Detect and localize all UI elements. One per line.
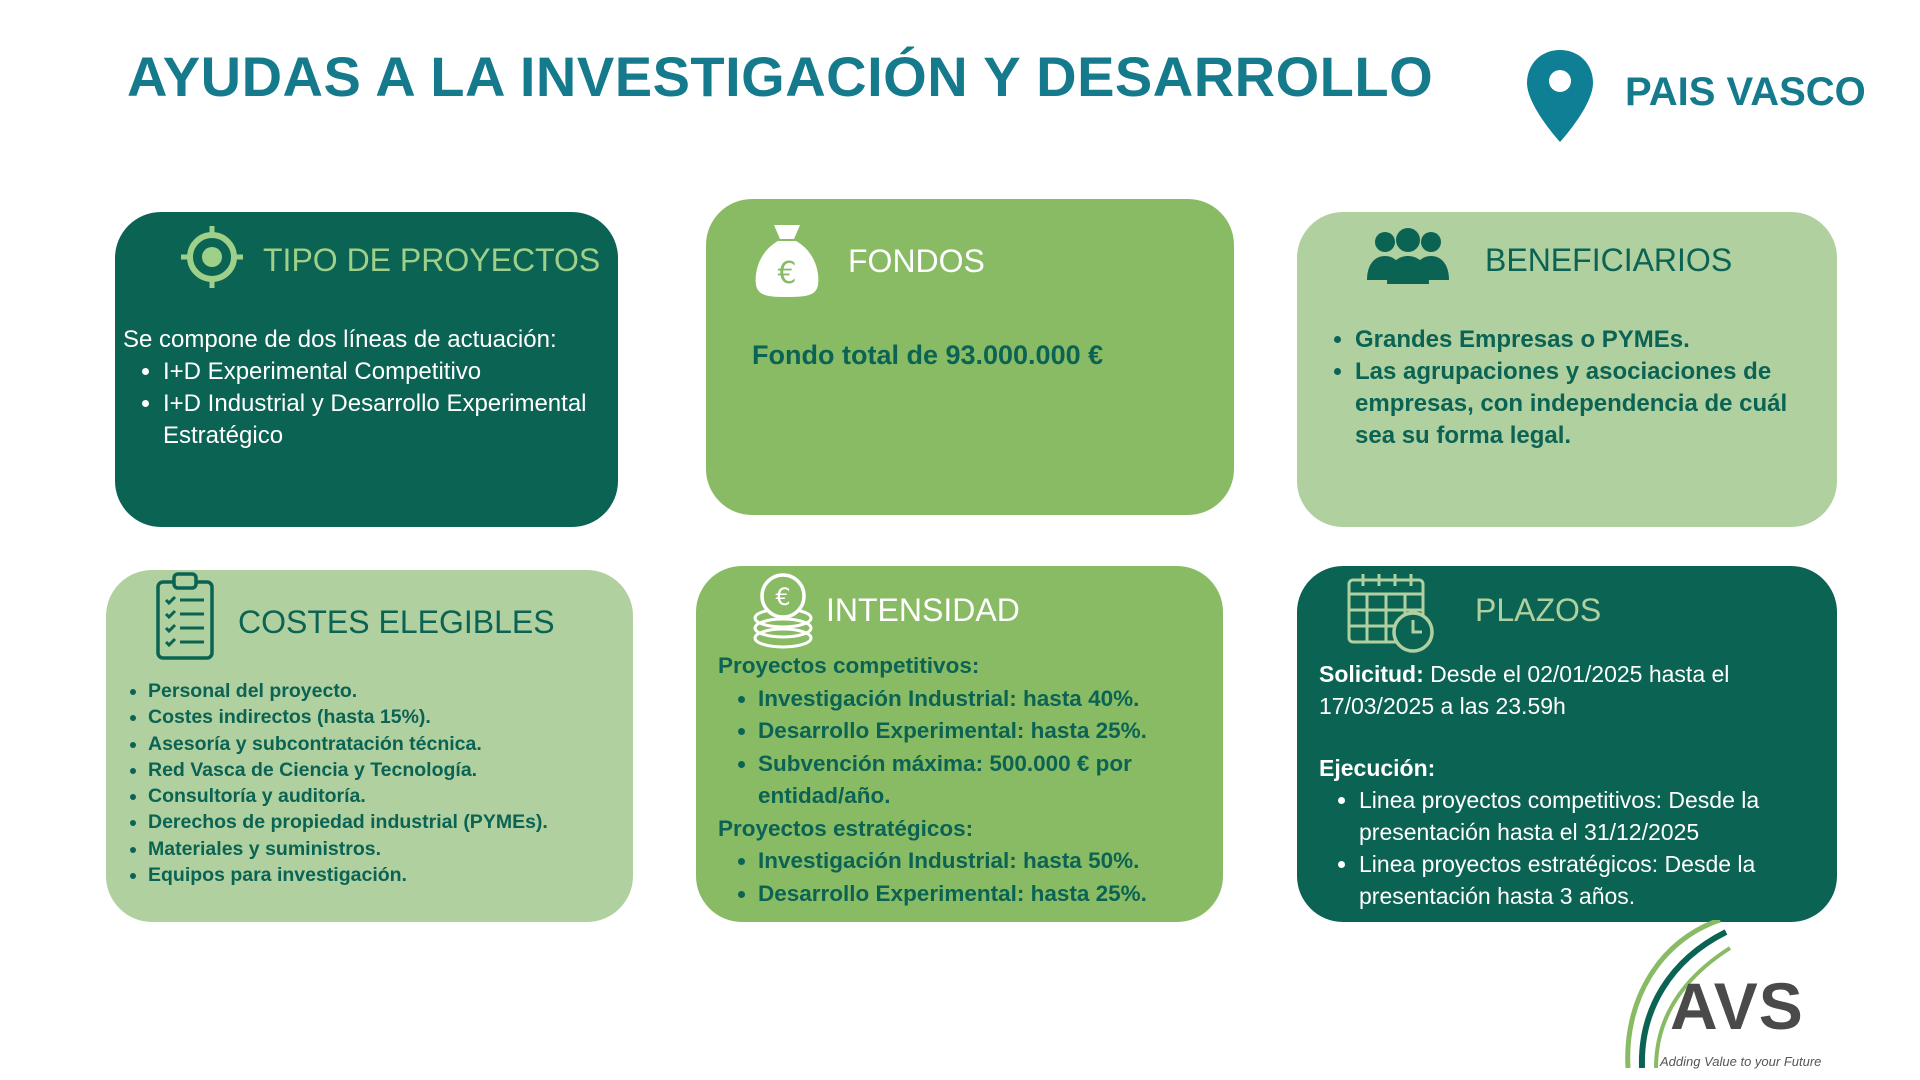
plazos-heading: PLAZOS xyxy=(1475,592,1602,628)
region-badge xyxy=(1525,48,1865,146)
tipo-proyectos-card xyxy=(115,212,618,527)
list-item: • Costes indirectos (hasta 15%). xyxy=(148,704,622,730)
list-item: • Asesoría y subcontratación técnica. xyxy=(148,731,622,757)
fondos-heading: FONDOS xyxy=(848,243,985,279)
list-item: • Subvención máxima: 500.000 € por entidad/año. xyxy=(758,748,1208,813)
list-item: • Desarrollo Experimental: hasta 25%. xyxy=(758,878,1208,911)
clipboard-checklist-icon xyxy=(154,570,216,662)
list-item: • Linea proyectos estratégicos: Desde la presentación hasta 3 años. xyxy=(1359,848,1819,912)
beneficiarios-card xyxy=(1297,212,1837,527)
calendar-clock-icon xyxy=(1345,570,1437,654)
ejecucion-label: Ejecución: xyxy=(1319,755,1436,781)
list-item: • Equipos para investigación. xyxy=(148,862,622,888)
list-item: • Consultoría y auditoría. xyxy=(148,783,622,809)
list-item: • Red Vasca de Ciencia y Tecnología. xyxy=(148,757,622,783)
solicitud-block xyxy=(1319,658,1819,722)
region-label: PAIS VASCO xyxy=(1625,70,1866,114)
tipo-intro: Se compone de dos líneas de actuación: xyxy=(123,326,557,353)
people-group-icon xyxy=(1365,228,1451,286)
intensidad-card xyxy=(696,566,1223,922)
fondos-total: Fondo total de 93.000.000 € xyxy=(752,340,1104,370)
logo-tagline: Adding Value to your Future xyxy=(1660,1054,1822,1069)
costes-heading: COSTES ELEGIBLES xyxy=(238,604,555,640)
beneficiarios-list xyxy=(1315,324,1795,452)
money-bag-icon xyxy=(752,221,822,299)
avs-logo xyxy=(1620,920,1830,1070)
list-item: • Materiales y suministros. xyxy=(148,836,622,862)
competitivos-label: Proyectos competitivos: xyxy=(718,653,980,678)
ejecucion-list xyxy=(1319,784,1819,912)
list-item: • I+D Experimental Competitivo xyxy=(163,356,613,388)
plazos-card xyxy=(1297,566,1837,922)
list-item: • Investigación Industrial: hasta 40%. xyxy=(758,683,1208,716)
solicitud-text: Desde el 02/01/2025 hasta el 17/03/2025 a las 23.59h xyxy=(1319,661,1730,719)
costes-elegibles-card xyxy=(106,570,633,922)
competitivos-list xyxy=(718,683,1208,813)
svg-text:€: € xyxy=(777,256,797,291)
svg-text:€: € xyxy=(775,583,791,611)
list-item: • Personal del proyecto. xyxy=(148,678,622,704)
target-icon xyxy=(179,224,245,290)
list-item: • Investigación Industrial: hasta 50%. xyxy=(758,845,1208,878)
map-pin-icon xyxy=(1525,48,1595,144)
tipo-heading: TIPO DE PROYECTOS xyxy=(263,242,601,278)
list-item: • Derechos de propiedad industrial (PYMEs). xyxy=(148,809,622,835)
estrategicos-list xyxy=(718,845,1208,910)
beneficiarios-heading: BENEFICIARIOS xyxy=(1485,242,1733,278)
logo-name: AVS xyxy=(1670,969,1804,1043)
intensidad-heading: INTENSIDAD xyxy=(826,592,1020,628)
solicitud-label: Solicitud: xyxy=(1319,661,1424,687)
list-item: • Linea proyectos competitivos: Desde la presentación hasta el 31/12/2025 xyxy=(1359,784,1819,848)
list-item: • I+D Industrial y Desarrollo Experimental Estratégico xyxy=(163,388,613,452)
coins-stack-icon xyxy=(748,572,818,650)
costes-list xyxy=(112,678,622,888)
page-title: AYUDAS A LA INVESTIGACIÓN Y DESARROLLO xyxy=(127,45,1434,108)
list-item: • Desarrollo Experimental: hasta 25%. xyxy=(758,715,1208,748)
tipo-list xyxy=(123,356,613,452)
list-item: • Grandes Empresas o PYMEs. xyxy=(1355,324,1795,356)
list-item: • Las agrupaciones y asociaciones de empresas, con independencia de cuál sea su forma legal. xyxy=(1355,356,1795,452)
fondos-card xyxy=(706,199,1234,515)
estrategicos-label: Proyectos estratégicos: xyxy=(718,815,974,841)
